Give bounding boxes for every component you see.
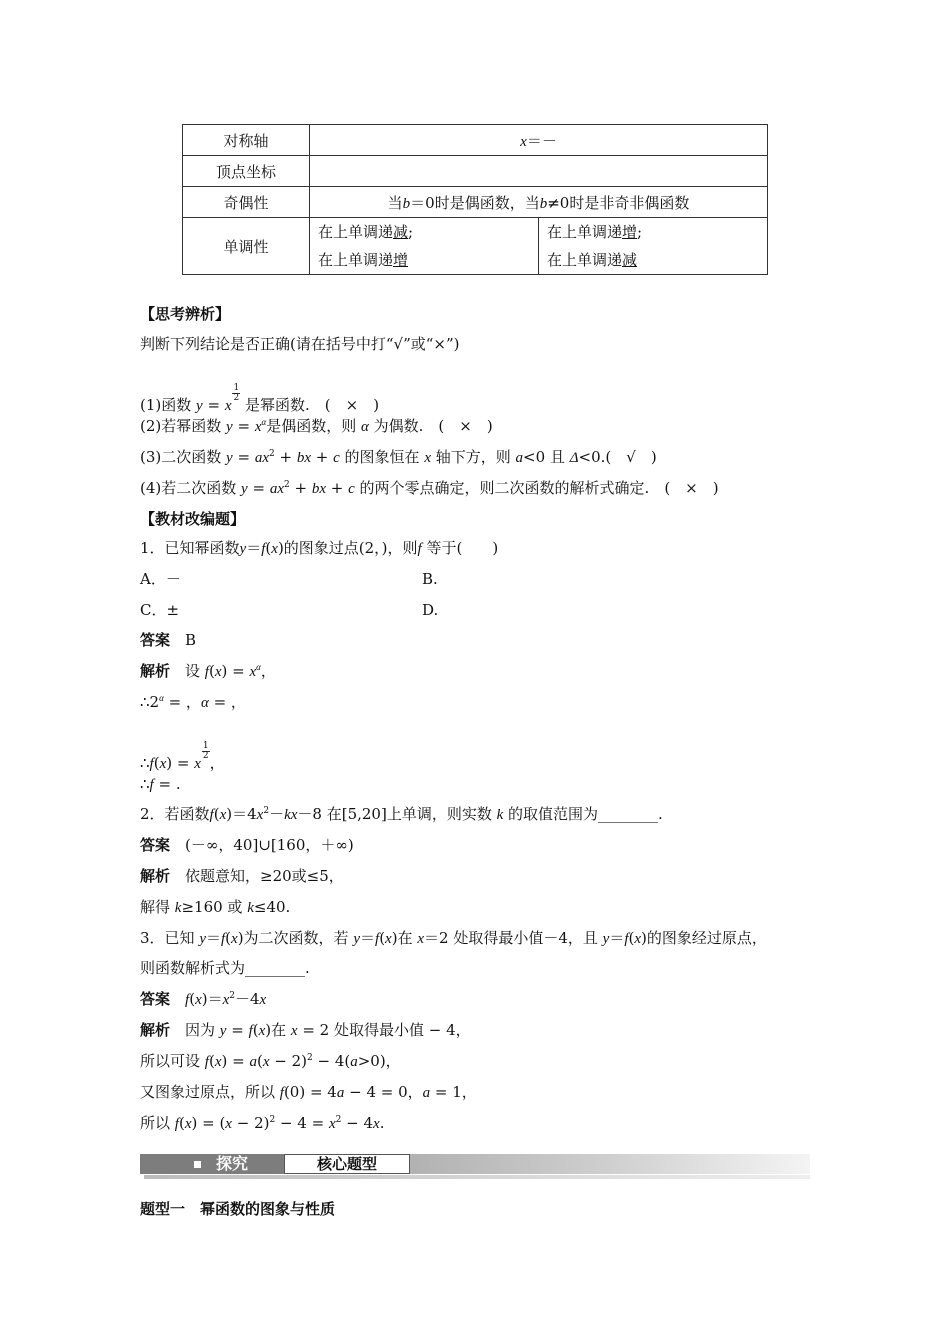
axis-value: x＝－ bbox=[310, 125, 768, 156]
q2-stem: 2．若函数$f(x)=4x^2-kx-8$ 在[5,20]上单调，则实数 k 的取值范围为________. bbox=[140, 805, 663, 823]
q1-solution-1: 解析 设 $f(x) = x^\alpha$， bbox=[140, 662, 276, 680]
q3-solution-1: 解析 因为 y = f(x)在 x = 2 处取得最小值 − 4， bbox=[140, 1021, 471, 1039]
row-label-monotonicity: 单调性 bbox=[183, 218, 310, 275]
q1-solution-2: $\therefore 2^\alpha$ = ，α = ， bbox=[140, 693, 246, 711]
think-item-3: (3)二次函数 $y = ax^2$ + bx + c 的图象恒在 x 轴下方，则 a<0 且 Δ<0.( √ ) bbox=[140, 448, 657, 466]
q3-solution-3: 又图象过原点，所以 f(0) = 4a − 4 = 0，a = 1， bbox=[140, 1083, 477, 1101]
q3-stem-1: 3．已知 y＝f(x)为二次函数，若 y＝f(x)在 x＝2 处取得最小值－4，且 y＝f(x)的图象经过原点， bbox=[140, 929, 767, 947]
q3-stem-2: 则函数解析式为________. bbox=[140, 959, 310, 977]
think-item-2: (2)若幂函数 $y = x^\alpha$是偶函数，则 α 为偶数. ( × ) bbox=[140, 417, 493, 435]
q3-answer: 答案 $f(x)=x^2-4x$ bbox=[140, 990, 267, 1008]
q3-solution-4: 所以 $f(x) = (x - 2)^2 - 4 = x^2 - 4x$. bbox=[140, 1114, 385, 1132]
section-banner bbox=[140, 1154, 810, 1180]
textbook-heading: 【教材改编题】 bbox=[140, 510, 246, 528]
bullet-square-icon bbox=[194, 1161, 201, 1168]
section-title: 题型一 幂函数的图象与性质 bbox=[140, 1200, 336, 1218]
row-label-vertex: 顶点坐标 bbox=[183, 156, 310, 187]
banner-left-label: 探究 bbox=[216, 1154, 249, 1173]
q1-stem: 1．已知幂函数y＝f(x)的图象过点(2，)，则f 等于( ) bbox=[140, 539, 499, 557]
think-heading: 【思考辨析】 bbox=[140, 305, 231, 323]
q3-solution-2: 所以可设 $f(x) = a(x - 2)^2 - 4(a>0)$， bbox=[140, 1052, 401, 1070]
think-item-1: (1)函数 y = x $\frac{1}{2}$ 是幂函数. ( × ) bbox=[140, 383, 380, 414]
properties-table bbox=[182, 124, 768, 275]
row-label-axis: 对称轴 bbox=[183, 125, 310, 156]
row-label-parity: 奇偶性 bbox=[183, 187, 310, 218]
q1-option-d: D. bbox=[422, 601, 439, 619]
q1-solution-4: ∴f = . bbox=[140, 775, 181, 793]
q1-option-a: A．－ bbox=[140, 570, 181, 588]
q2-answer: 答案 (－∞，40]∪[160，＋∞) bbox=[140, 836, 354, 854]
think-item-4: (4)若二次函数 $y = ax^2$ + bx + c 的两个零点确定，则二次函数的解析式确定. ( × ) bbox=[140, 479, 719, 497]
q2-solution-1: 解析 依题意知，≥20或≤5， bbox=[140, 867, 344, 885]
mono-right-cell: 在上单调递增; 在上单调递减 bbox=[539, 218, 768, 275]
q1-option-c: C．± bbox=[140, 601, 180, 619]
vertex-value bbox=[310, 156, 768, 187]
think-intro: 判断下列结论是否正确(请在括号中打“√”或“×”) bbox=[140, 335, 460, 353]
q1-solution-3: ∴f(x) = x $\frac{1}{2}$ ， bbox=[140, 741, 225, 772]
q2-solution-2: 解得 k≥160 或 k≤40. bbox=[140, 898, 291, 916]
banner-right-label: 核心题型 bbox=[284, 1154, 410, 1174]
q1-answer: 答案 B bbox=[140, 631, 197, 649]
mono-left-cell: 在上单调递减; 在上单调递增 bbox=[310, 218, 539, 275]
parity-value: 当b＝0时是偶函数，当b≠0时是非奇非偶函数 bbox=[310, 187, 768, 218]
q1-option-b: B. bbox=[422, 570, 438, 588]
